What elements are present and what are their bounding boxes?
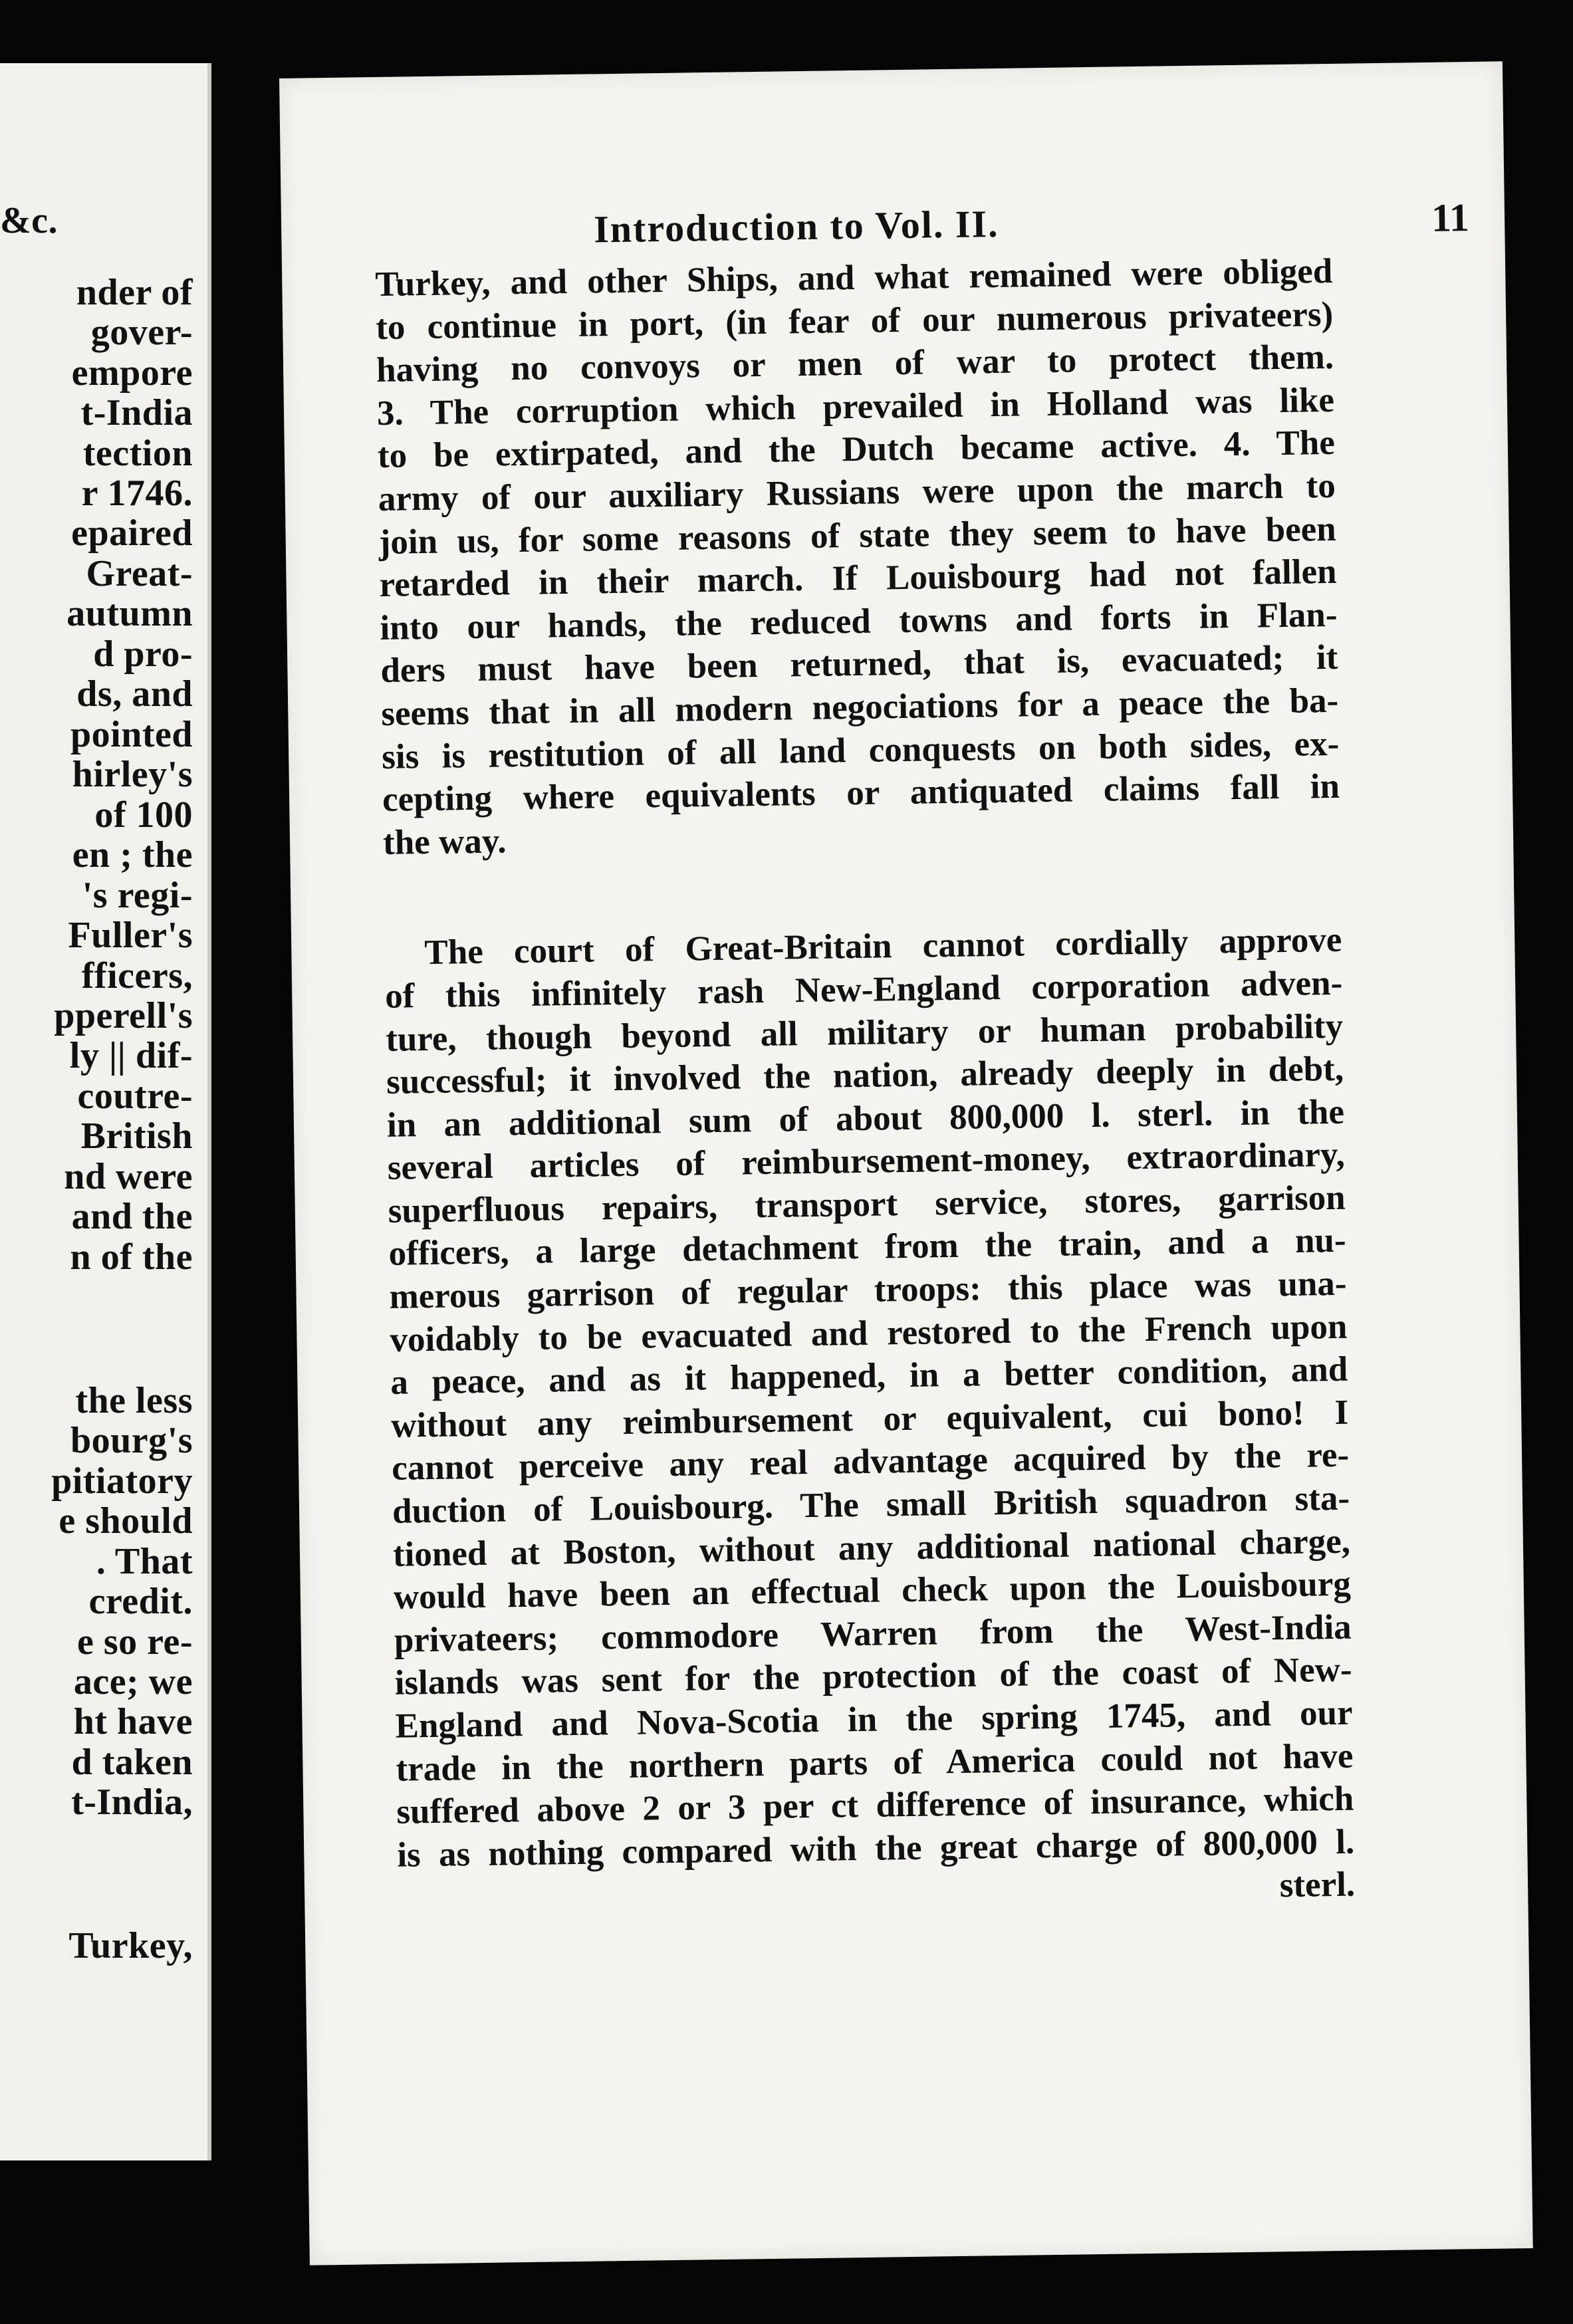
text-line: duction of Louisbourg. The small British squadron sta- xyxy=(392,1478,1350,1531)
left-page-line: Fuller's xyxy=(68,915,193,956)
text-line: trade in the northern parts of America could not have xyxy=(396,1736,1354,1789)
text-line: cannot perceive any real advantage acquired by the re- xyxy=(391,1436,1350,1488)
text-line: cepting where equivalents or antiquated claims fall in xyxy=(382,766,1340,820)
text-line: into our hands, the reduced towns and forts in Flan- xyxy=(380,595,1338,647)
left-page-line: Turkey, xyxy=(68,1925,193,1966)
text-line: tioned at Boston, without any additional national charge, xyxy=(392,1522,1351,1574)
text-line: 3. The corruption which prevailed in Holland was like xyxy=(376,380,1335,433)
left-page-line: British xyxy=(80,1115,193,1157)
left-page-line: pperell's xyxy=(54,995,193,1036)
left-page-line: bourg's xyxy=(70,1420,193,1461)
left-page-line: coutre- xyxy=(77,1076,193,1117)
text-line: voidably to be evacuated and restored to the French upon xyxy=(390,1307,1348,1359)
left-page-line: ace; we xyxy=(73,1661,193,1702)
text-line: of this infinitely rash New-England corporation adven- xyxy=(384,963,1343,1016)
left-page-line: en ; the xyxy=(72,834,193,875)
text-line: superfluous repairs, transport service, stores, garrison xyxy=(388,1178,1346,1230)
paragraph-gap xyxy=(384,851,1342,932)
left-page-line: epaired xyxy=(71,513,193,554)
left-page-line: t-India, xyxy=(71,1782,193,1823)
text-line: The court of Great-Britain cannot cordially approve xyxy=(424,921,1342,973)
left-page-line: Great- xyxy=(86,553,193,594)
left-page-line: pointed xyxy=(70,714,193,755)
text-line: to be extirpated, and the Dutch became active. 4. The xyxy=(377,423,1336,476)
left-page-line: 's regi- xyxy=(82,875,193,916)
text-line: join us, for some reasons of state they seem to have been xyxy=(378,509,1337,562)
left-page-line: the less xyxy=(75,1380,193,1421)
left-page-line: gover- xyxy=(90,312,193,353)
text-line: Turkey, and other Ships, and what remained were obliged xyxy=(374,251,1333,304)
text-line: several articles of reimbursement-money, extraordinary, xyxy=(387,1135,1346,1188)
left-page-line: d taken xyxy=(71,1742,193,1783)
catchword: sterl. xyxy=(1279,1865,1356,1905)
text-line: seems that in all modern negociations for a peace the ba- xyxy=(380,681,1339,733)
text-line: officers, a large detachment from the train, and a nu- xyxy=(388,1221,1346,1274)
text-line: successful; it involved the nation, already deeply in debt, xyxy=(386,1049,1344,1102)
right-page xyxy=(279,61,1533,2265)
left-page-line: n of the xyxy=(70,1236,193,1278)
left-page-line: of 100 xyxy=(94,794,193,836)
left-page-line: ly || dif- xyxy=(69,1035,193,1076)
text-line: a peace, and as it happened, in a better condition, and xyxy=(390,1350,1348,1403)
text-line: army of our auxiliary Russians were upon the march to xyxy=(378,466,1336,519)
paragraph-1 xyxy=(375,250,1340,864)
left-page-line: and the xyxy=(71,1196,193,1237)
left-page-line: &c. xyxy=(0,200,59,241)
left-page-line: e so re- xyxy=(77,1621,193,1663)
left-page-line: r 1746. xyxy=(81,473,193,514)
body-text xyxy=(375,250,1356,1920)
text-line: England and Nova-Scotia in the spring 1745, and our xyxy=(395,1693,1353,1746)
text-line: without any reimbursement or equivalent, cui bono! I xyxy=(390,1393,1349,1445)
text-line: retarded in their march. If Louisbourg had not fallen xyxy=(379,552,1337,605)
left-page-fragment xyxy=(0,63,211,2160)
left-page-line: pitiatory xyxy=(51,1460,193,1502)
running-head: Introduction to Vol. II. xyxy=(593,201,999,251)
text-line: suffered above 2 or 3 per ct difference of insurance, which xyxy=(396,1779,1354,1831)
text-line: privateers; commodore Warren from the West-India xyxy=(394,1607,1352,1660)
left-page-line: hirley's xyxy=(72,754,193,795)
left-page-line: d pro- xyxy=(93,634,193,675)
left-page-line: tection xyxy=(82,433,193,474)
left-page-line: autumn xyxy=(66,593,193,634)
left-page-line: nder of xyxy=(76,272,193,313)
left-page-line: t-India xyxy=(80,392,193,433)
text-line: merous garrison of regular troops: this place was una- xyxy=(389,1264,1347,1316)
left-page-line: . That xyxy=(96,1541,193,1582)
left-page-line: credit. xyxy=(88,1581,193,1622)
left-page-line: nd were xyxy=(64,1156,193,1197)
text-line: ture, though beyond all military or human probability xyxy=(385,1006,1344,1059)
text-line: to continue in port, (in fear of our numerous privateers) xyxy=(375,294,1334,347)
text-line: ders must have been returned, that is, evacuated; it xyxy=(380,638,1338,691)
text-line: the way. xyxy=(382,822,507,862)
text-line: in an additional sum of about 800,000 l. sterl. in the xyxy=(386,1092,1345,1145)
page-number: 11 xyxy=(1431,195,1470,240)
left-page-line: fficers, xyxy=(81,955,193,996)
text-line: is as nothing compared with the great charge of 800,000 l. xyxy=(396,1822,1355,1875)
text-line: sis is restitution of all land conquests on both sides, ex- xyxy=(381,724,1340,776)
text-line: islands was sent for the protection of the coast of New- xyxy=(394,1651,1352,1703)
left-page-line: empore xyxy=(71,352,193,394)
text-line: would have been an effectual check upon the Louisbourg xyxy=(393,1564,1352,1617)
left-page-line: ds, and xyxy=(76,673,193,715)
left-page-line: e should xyxy=(59,1500,193,1542)
left-page-line: ht have xyxy=(73,1701,193,1742)
text-line: having no convoys or men of war to protect them. xyxy=(376,338,1334,390)
paragraph-2 xyxy=(384,919,1355,1877)
